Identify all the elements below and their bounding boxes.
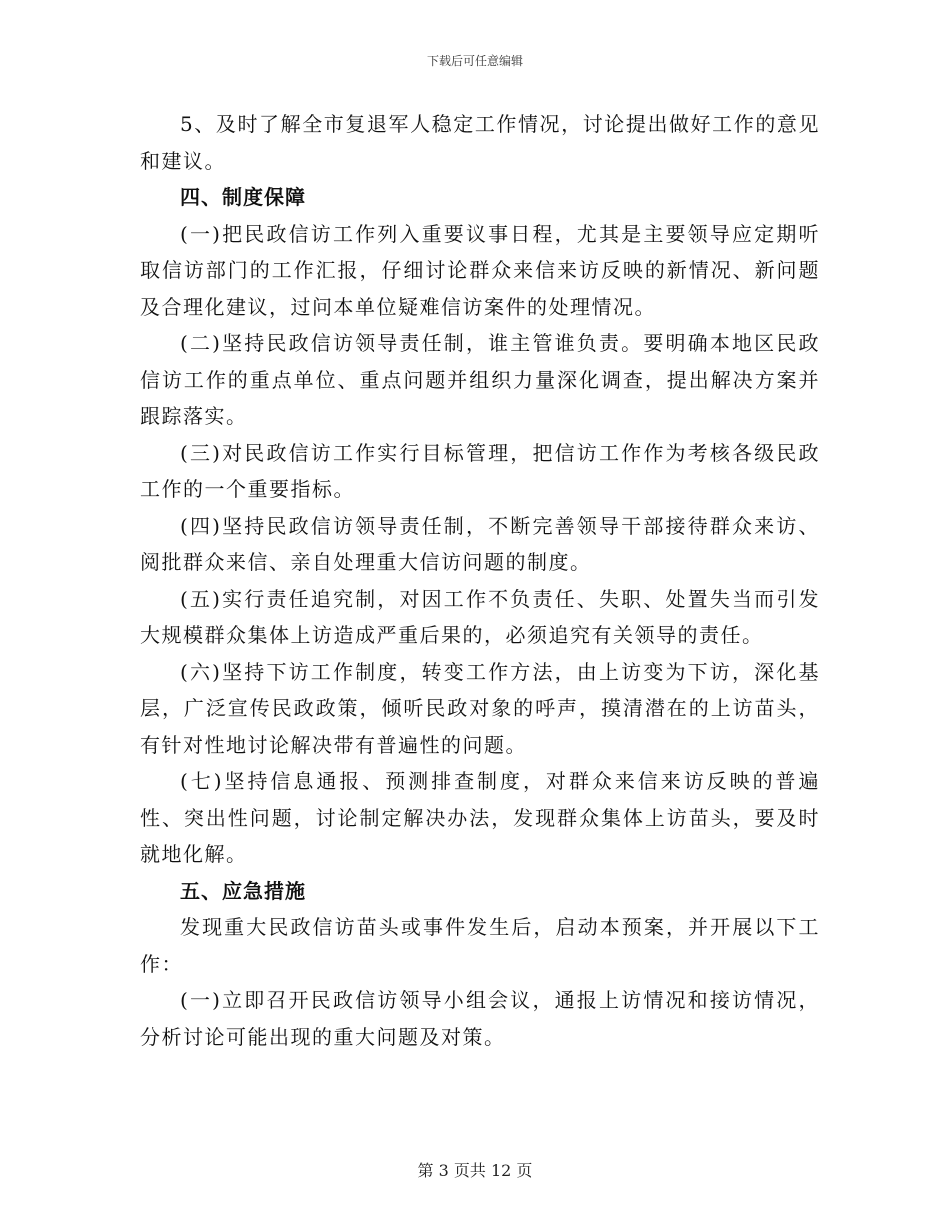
section-heading-4: 四、制度保障	[180, 185, 306, 209]
paragraph-policy-4: (四)坚持民政信访领导责任制，不断完善领导干部接待群众来访、阅批群众来信、亲自处理重大信访问题的制度。	[140, 513, 820, 574]
paragraph-item-5: 5、及时了解全市复退军人稳定工作情况，讨论提出做好工作的意见和建议。	[140, 112, 820, 173]
paragraph-policy-2: (二)坚持民政信访领导责任制，谁主管谁负责。要明确本地区民政信访工作的重点单位、重点问题并组织力量深化调查，提出解决方案并跟踪落实。	[140, 331, 820, 428]
paragraph-policy-1: (一)把民政信访工作列入重要议事日程，尤其是主要领导应定期听取信访部门的工作汇报，仔细讨论群众来信来访反映的新情况、新问题及合理化建议，过问本单位疑难信访案件的处理情况。	[140, 221, 820, 319]
paragraph-emergency-1: (一)立即召开民政信访领导小组会议，通报上访情况和接访情况，分析讨论可能出现的重大问题及对策。	[140, 988, 820, 1049]
paragraph-policy-7: (七)坚持信息通报、预测排查制度，对群众来信来访反映的普遍性、突出性问题，讨论制定解决办法，发现群众集体上访苗头，要及时就地化解。	[140, 769, 820, 866]
paragraph-policy-3: (三)对民政信访工作实行目标管理，把信访工作作为考核各级民政工作的一个重要指标。	[140, 440, 820, 501]
paragraph-policy-5: (五)实行责任追究制，对因工作不负责任、失职、处置失当而引发大规模群众集体上访造成严重后果的，必须追究有关领导的责任。	[140, 586, 820, 647]
paragraph-policy-6: (六)坚持下访工作制度，转变工作方法，由上访变为下访，深化基层，广泛宣传民政政策，倾听民政对象的呼声，摸清潜在的上访苗头，有针对性地讨论解决带有普遍性的问题。	[140, 659, 820, 757]
page-header-note: 下载后可任意编辑	[426, 54, 523, 68]
section-heading-5: 五、应急措施	[180, 878, 306, 903]
document-body	[140, 106, 820, 1055]
paragraph-emergency-intro: 发现重大民政信访苗头或事件发生后，启动本预案，并开展以下工作：	[140, 915, 820, 976]
page-number: 第 3 页共 12 页	[417, 1161, 533, 1180]
